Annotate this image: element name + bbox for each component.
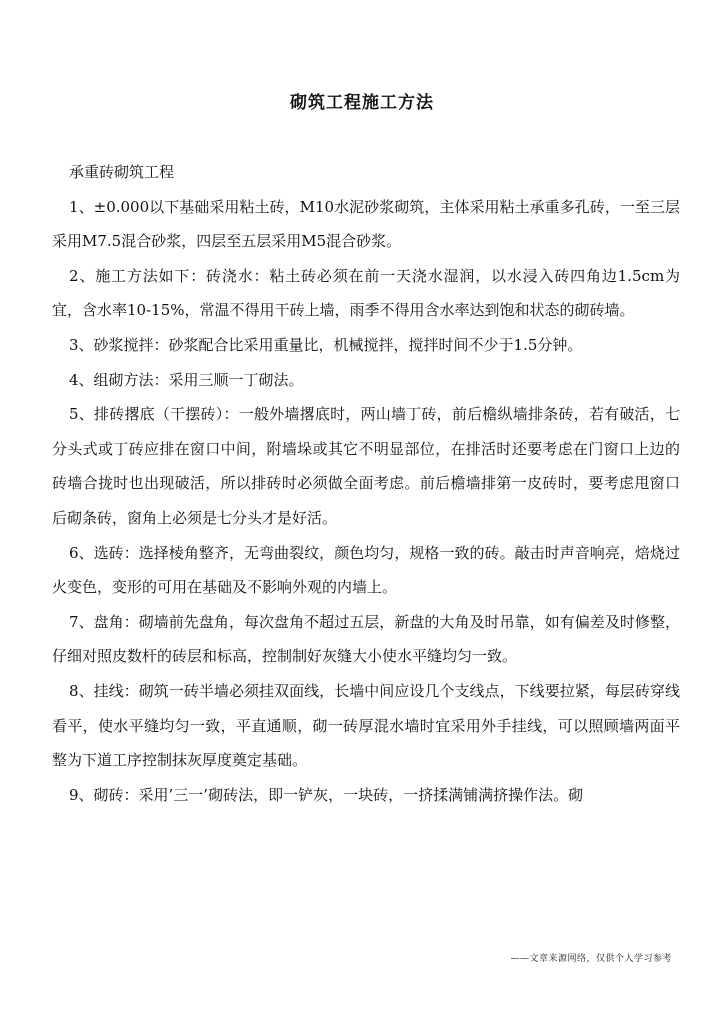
source-note: ——文章来源网络，仅供个人学习参考 xyxy=(510,954,672,964)
section-heading: 承重砖砌筑工程 xyxy=(69,163,175,181)
paragraph-4: 4、组砌方法：采用三顺一丁砌法。 xyxy=(69,370,304,389)
paragraph-1: 1、±0.000以下基础采用粘土砖，M10水泥砂浆砌筑，主体采用粘土承重多孔砖，一至三层采用M7.5混合砂浆，四层至五层采用M5混合砂浆。 xyxy=(52,197,680,251)
paragraph-6: 6、选砖：选择棱角整齐，无弯曲裂纹，颜色均匀，规格一致的砖。敲击时声音响亮，焙烧过火变色，变形的可用在基础及不影响外观的内墙上。 xyxy=(52,543,680,597)
document-title: 砌筑工程施工方法 xyxy=(290,93,434,113)
paragraph-7: 7、盘角：砌墙前先盘角，每次盘角不超过五层，新盘的大角及时吊靠，如有偏差及时修整，仔细对照皮数杆的砖层和标高，控制制好灰缝大小使水平缝均匀一致。 xyxy=(52,612,680,666)
paragraph-9: 9、砌砖：采用’三一’砌砖法，即一铲灰，一块砖，一挤揉满铺满挤操作法。砌 xyxy=(69,785,584,804)
paragraph-3: 3、砂浆搅拌：砂浆配合比采用重量比，机械搅拌，搅拌时间不少于1.5分钟。 xyxy=(69,335,583,354)
paragraph-5: 5、排砖撂底（干摆砖）：一般外墙撂底时，两山墙丁砖，前后檐纵墙排条砖，若有破活，七分头式或丁砖应排在窗口中间，附墙垛或其它不明显部位，在排活时还要考虑在门窗口上边的砖墙合拢时也出现破活，所以排砖时必须做全面考虑。前后檐墙排第一皮砖时，要考虑甩窗口后砌条砖，窗角上必须是七分头才是好活。 xyxy=(52,405,680,527)
paragraph-2: 2、施工方法如下：砖浇水：粘土砖必须在前一天浇水湿润，以水浸入砖四角边1.5cm为宜，含水率10-15%，常温不得用干砖上墙，雨季不得用含水率达到饱和状态的砌砖墙。 xyxy=(52,266,680,320)
paragraph-8: 8、挂线：砌筑一砖半墙必须挂双面线，长墙中间应设几个支线点，下线要拉紧，每层砖穿线看平，使水平缝均匀一致，平直通顺，砌一砖厚混水墙时宜采用外手挂线，可以照顾墙两面平整为下道工序控制抹灰厚度奠定基础。 xyxy=(52,681,680,770)
document-body xyxy=(52,155,680,812)
